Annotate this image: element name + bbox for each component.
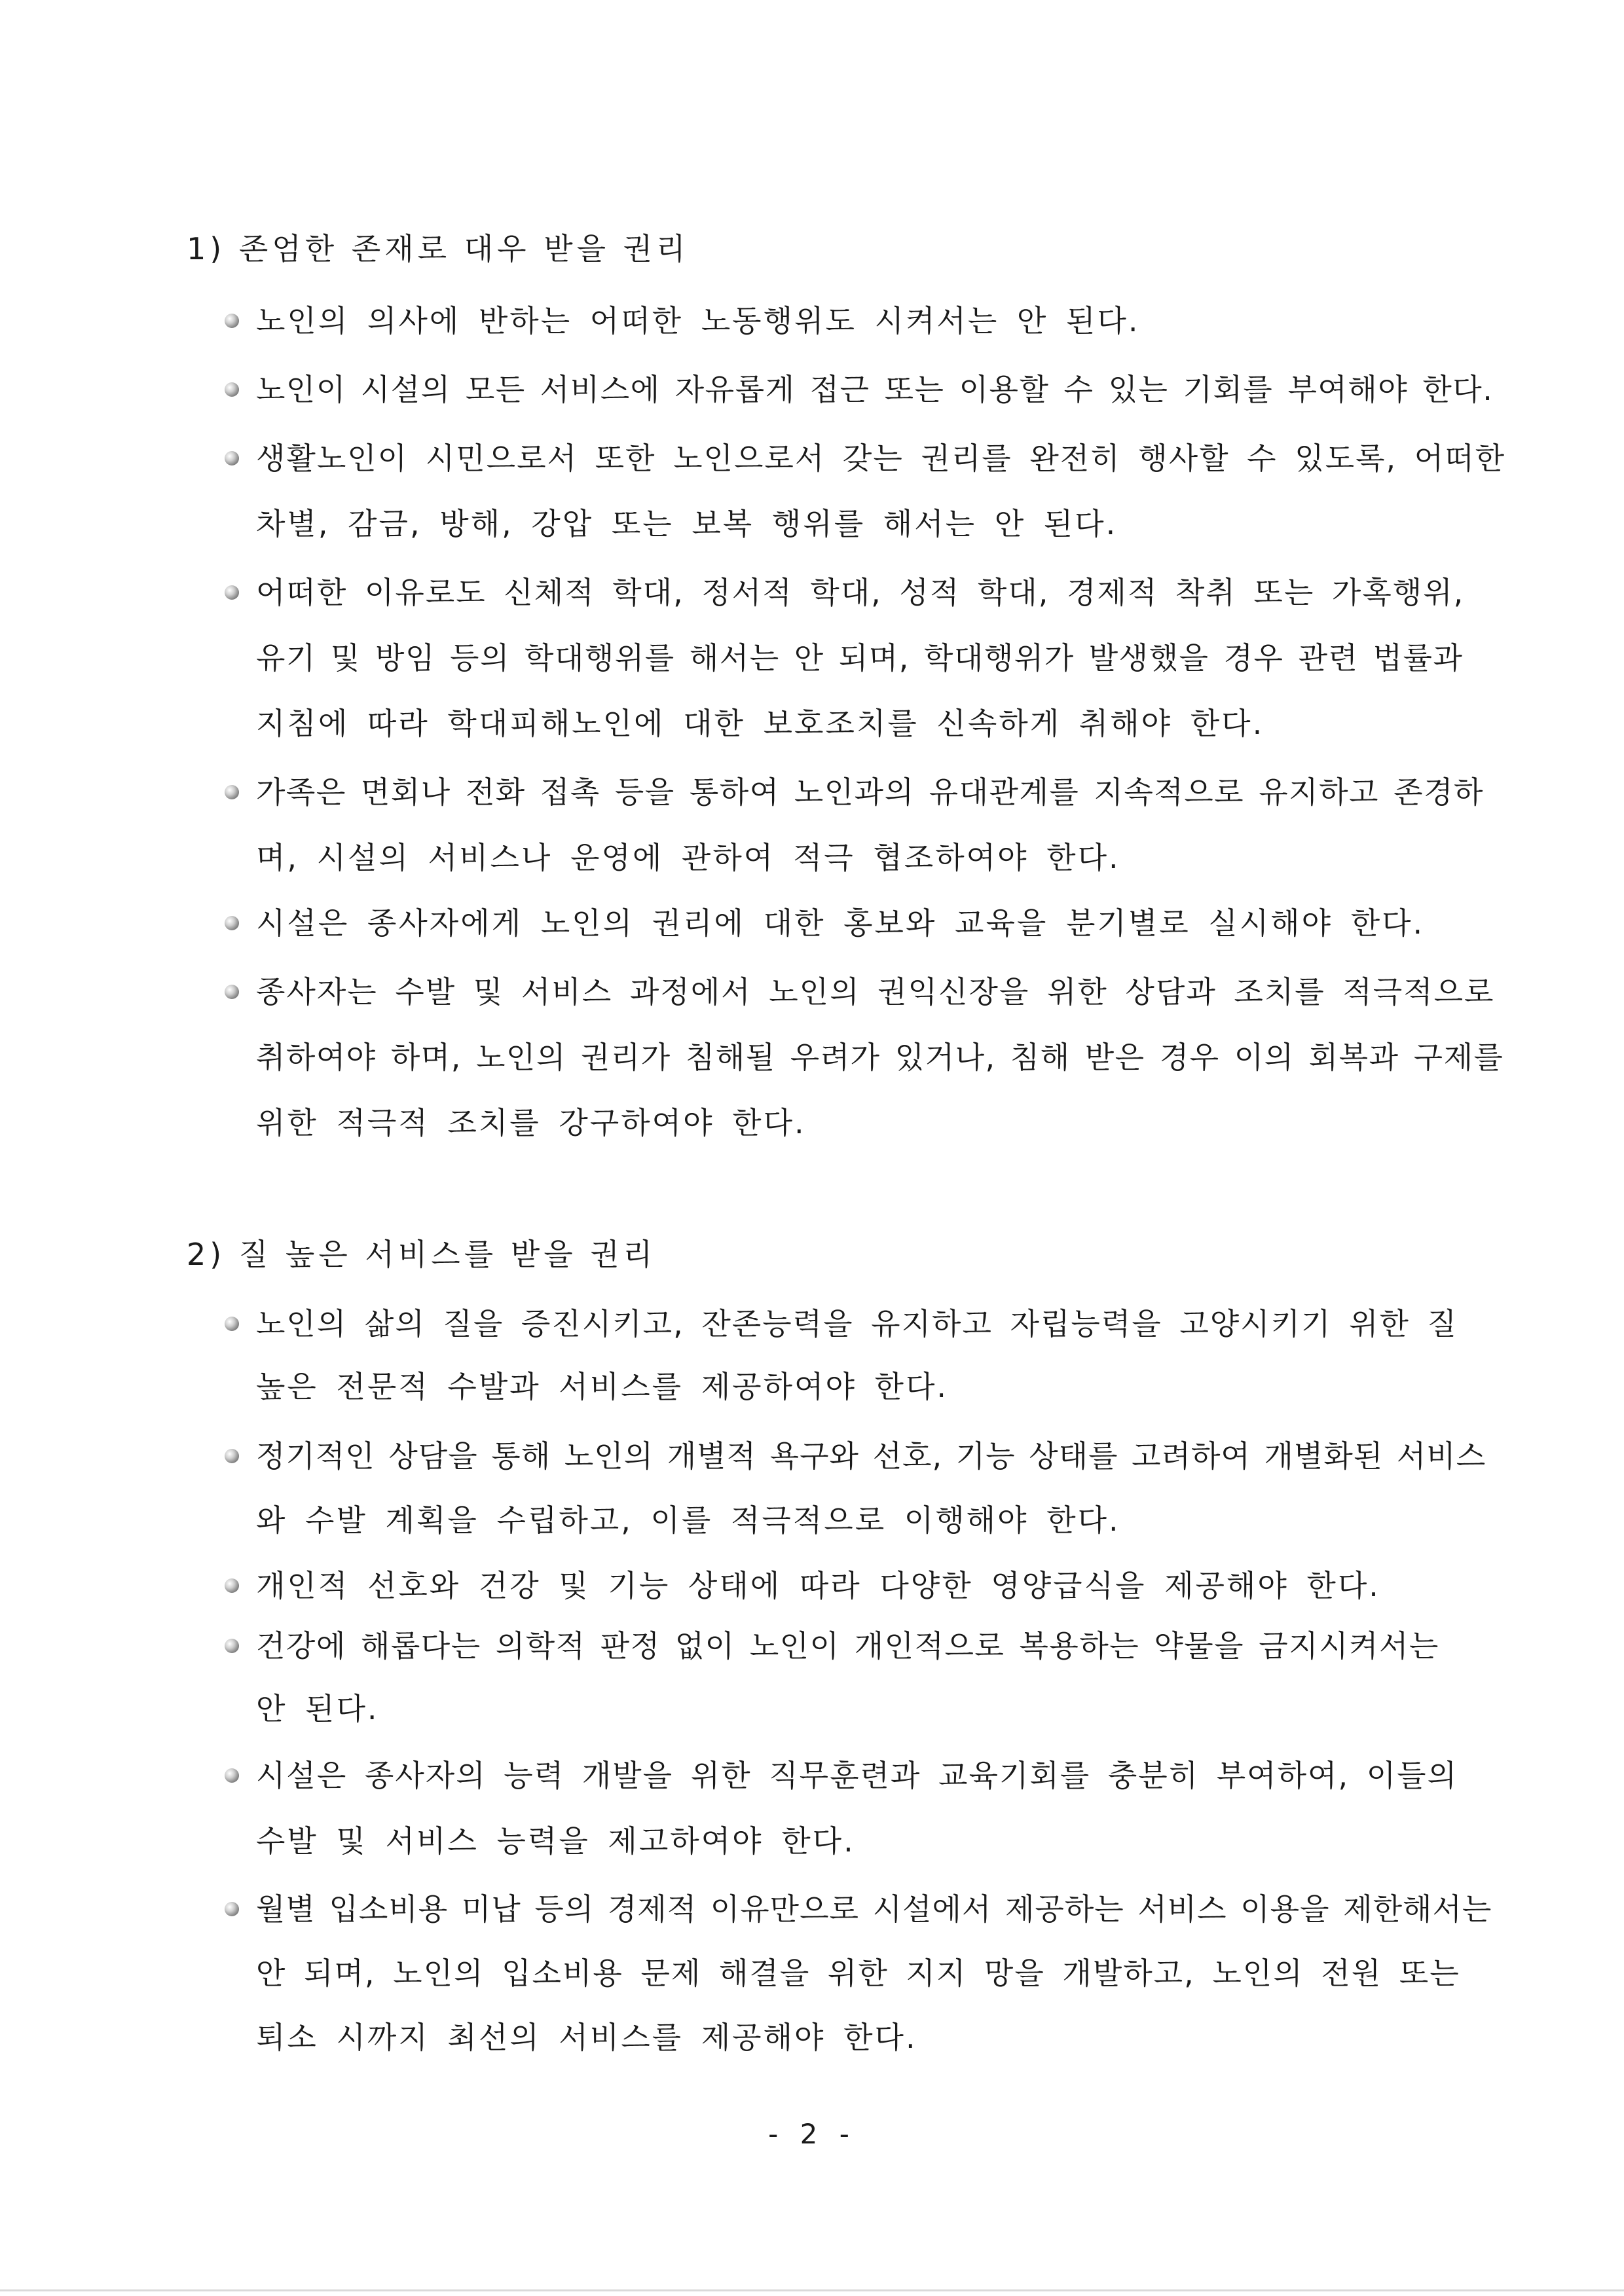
bullet-text-line: 종사자는 수발 및 서비스 과정에서 노인의 권익신장을 위한 상담과 조치를 적극적으로 [256,974,1495,1010]
bullet-icon [225,785,239,799]
bullet-text-line: 건강에 해롭다는 의학적 판정 없이 노인이 개인적으로 복용하는 약물을 금지시켜서는 [256,1628,1439,1664]
bullet-icon [225,451,239,465]
scan-edge-line [0,2289,1624,2291]
bullet-text-line: 와 수발 계획을 수립하고, 이를 적극적으로 이행해야 한다. [256,1503,1120,1538]
bullet-text-line: 며, 시설의 서비스나 운영에 관하여 적극 협조하여야 한다. [256,840,1120,875]
bullet-icon [225,1317,239,1331]
bullet-text-line: 시설은 종사자에게 노인의 권리에 대한 홍보와 교육을 분기별로 실시해야 한다. [256,905,1425,941]
bullet-icon [225,585,239,600]
bullet-icon [225,314,239,328]
bullet-icon [225,1902,239,1916]
bullet-text-line: 유기 및 방임 등의 학대행위를 해서는 안 되며, 학대행위가 발생했을 경우 관련 법률과 [256,640,1464,676]
bullet-text-line: 노인의 의사에 반하는 어떠한 노동행위도 시켜서는 안 된다. [256,303,1140,338]
section-heading: 1) 존엄한 존재로 대우 받을 권리 [187,231,690,266]
bullet-text-line: 퇴소 시까지 최선의 서비스를 제공해야 한다. [256,2020,917,2055]
page-number: - 2 - [768,2118,856,2150]
bullet-icon [225,985,239,999]
bullet-icon [225,916,239,930]
bullet-text-line: 안 된다. [256,1691,379,1726]
bullet-icon [225,382,239,397]
bullet-text-line: 취하여야 하며, 노인의 권리가 침해될 우려가 있거나, 침해 받은 경우 이의 회복과 구제를 [256,1040,1504,1075]
bullet-text-line: 시설은 종사자의 능력 개발을 위한 직무훈련과 교육기회를 충분히 부여하여, 이들의 [256,1758,1458,1793]
bullet-text-line: 위한 적극적 조치를 강구하여야 한다. [256,1105,806,1140]
bullet-text-line: 안 되며, 노인의 입소비용 문제 해결을 위한 지지 망을 개발하고, 노인의 전원 또는 [256,1956,1460,1991]
bullet-text-line: 수발 및 서비스 능력을 제고하여야 한다. [256,1823,855,1859]
bullet-icon [225,1578,239,1593]
bullet-icon [225,1639,239,1653]
bullet-text-line: 개인적 선호와 건강 및 기능 상태에 따라 다양한 영양급식을 제공해야 한다. [256,1568,1380,1603]
bullet-text-line: 노인이 시설의 모든 서비스에 자유롭게 접근 또는 이용할 수 있는 기회를 부여해야 한다. [256,372,1494,407]
bullet-text-line: 지침에 따라 학대피해노인에 대한 보호조치를 신속하게 취해야 한다. [256,706,1264,741]
bullet-text-line: 어떠한 이유로도 신체적 학대, 정서적 학대, 성적 학대, 경제적 착취 또는 가혹행위, [256,575,1465,610]
bullet-text-line: 월별 입소비용 미납 등의 경제적 이유만으로 시설에서 제공하는 서비스 이용을 제한해서는 [256,1891,1492,1927]
bullet-text-line: 차별, 감금, 방해, 강압 또는 보복 행위를 해서는 안 된다. [256,506,1118,541]
section-heading: 2) 질 높은 서비스를 받을 권리 [187,1237,657,1272]
bullet-text-line: 생활노인이 시민으로서 또한 노인으로서 갖는 권리를 완전히 행사할 수 있도록, 어떠한 [256,441,1506,476]
bullet-text-line: 정기적인 상담을 통해 노인의 개별적 욕구와 선호, 기능 상태를 고려하여 개별화된 서비스 [256,1438,1486,1474]
bullet-text-line: 높은 전문적 수발과 서비스를 제공하여야 한다. [256,1369,949,1404]
bullet-text-line: 노인의 삶의 질을 증진시키고, 잔존능력을 유지하고 자립능력을 고양시키기 위한 질 [256,1306,1458,1341]
bullet-icon [225,1768,239,1783]
bullet-icon [225,1449,239,1463]
bullet-text-line: 가족은 면회나 전화 접촉 등을 통하여 노인과의 유대관계를 지속적으로 유지하고 존경하 [256,774,1484,810]
